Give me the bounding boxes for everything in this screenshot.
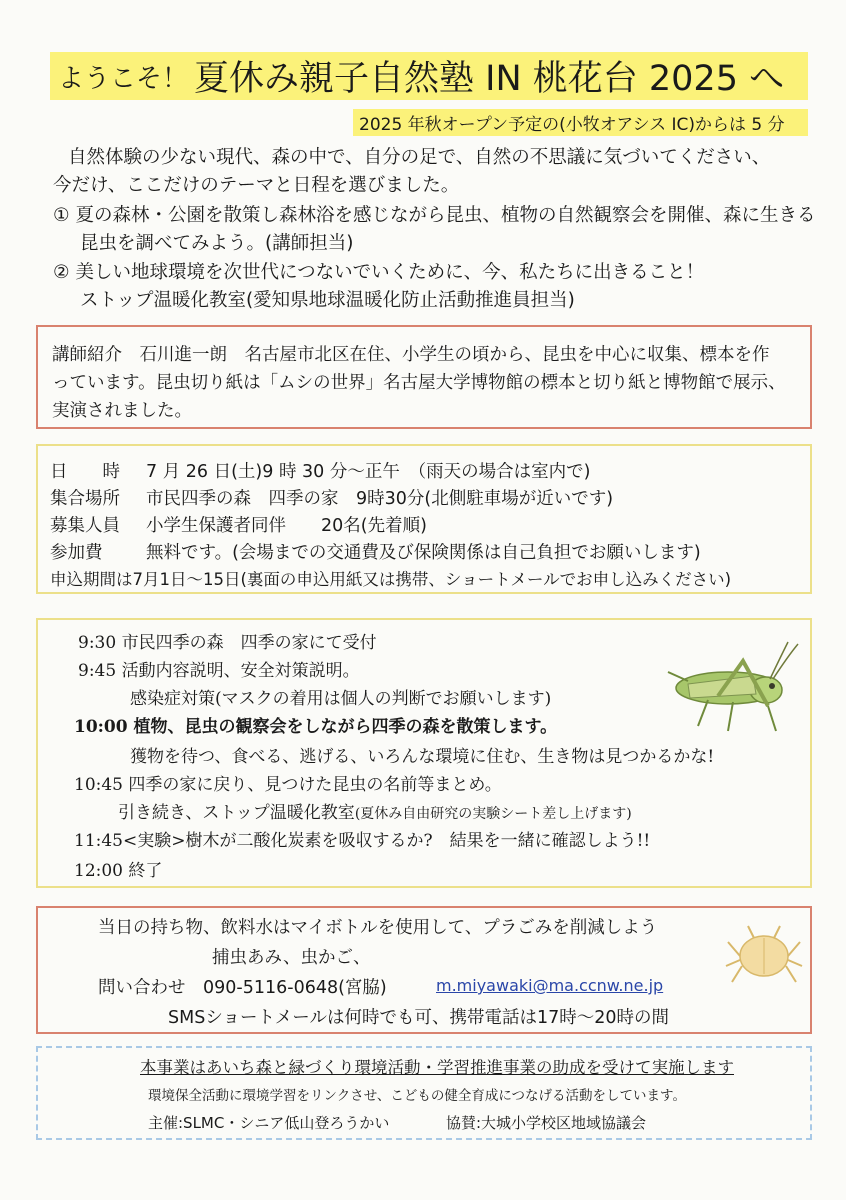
subtitle: 2025 年秋オープン予定の(小牧オアシス IC)からは 5 分 (353, 109, 808, 136)
place-value: 市民四季の森 四季の家 9時30分(北側駐車場が近いです) (146, 489, 614, 509)
title-main: 夏休み親子自然塾 IN 桃花台 2025 へ (194, 59, 785, 99)
date-value: 7 月 26 日(土)9 時 30 分～正午 （雨天の場合は室内で) (146, 462, 591, 482)
lecturer-line-1: 講師紹介 石川進一朗 名古屋市北区在住、小学生の頃から、昆虫を中心に収集、標本を作 (52, 345, 770, 365)
contact-phone: 問い合わせ 090-5116-0648(宮脇) (98, 978, 387, 998)
grasshopper-icon (648, 636, 808, 736)
schedule-1045: 10:45 四季の家に戻り、見つけた昆虫の名前等まとめ。 (74, 775, 502, 795)
grant-notice: 本事業はあいち森と緑づくり環境活動・学習推進事業の助成を受けて実施します (140, 1058, 734, 1077)
schedule-1200: 12:00 終了 (74, 861, 163, 881)
recruit-value: 小学生保護者同伴 20名(先着順) (146, 516, 427, 536)
title-welcome: ようこそ！ (58, 63, 189, 94)
intro-item-1: ① 夏の森林・公園を散策し森林浴を感じながら昆虫、植物の自然観察会を開催、森に生きる (53, 205, 816, 226)
application-period: 申込期間は7月1日～15日(裏面の申込用紙又は携帯、ショートメールでお申し込みください) (50, 570, 732, 589)
activity-note: 環境保全活動に環境学習をリンクさせ、こどもの健全育成につなげる活動をしています。 (148, 1088, 686, 1104)
fee-label: 参加費 (50, 543, 103, 563)
lecturer-line-3: 実演されました。 (52, 401, 192, 421)
fee-value: 無料です。(会場までの交通費及び保険関係は自己負担でお願いします) (146, 543, 701, 563)
stop-warming-class: 引き続き、ストップ温暖化教室 (118, 803, 355, 823)
intro-item-1-cont: 昆虫を調べてみよう。(講師担当) (80, 233, 354, 254)
intro-item-2-cont: ストップ温暖化教室(愛知県地球温暖化防止活動推進員担当) (80, 290, 575, 311)
place-label: 集合場所 (50, 489, 120, 509)
sms-note: SMSショートメールは何時でも可、携帯電話は17時～20時の間 (168, 1008, 669, 1028)
lecturer-line-2: っています。昆虫切り紙は「ムシの世界」名古屋大学博物館の標本と切り紙と博物館で展示、 (52, 373, 786, 393)
date-label: 日 時 (50, 462, 120, 482)
intro-line-1: 自然体験の少ない現代、森の中で、自分の足で、自然の不思議に気づいてください、 (68, 147, 771, 168)
schedule-box (36, 618, 812, 888)
event-details-box (36, 444, 812, 594)
stop-warming-note: (夏休み自由研究の実験シート差し上げます) (354, 806, 632, 822)
intro-line-2: 今だけ、ここだけのテーマと日程を選びました。 (53, 175, 460, 196)
belongings-line-1: 当日の持ち物、飲料水はマイボトルを使用して、プラごみを削減しよう (98, 918, 658, 938)
page-title (50, 52, 808, 100)
schedule-1045-note (118, 798, 632, 823)
contact-email-link[interactable]: m.miyawaki@ma.ccnw.ne.jp (436, 976, 664, 995)
belongings-box (36, 906, 812, 1034)
belongings-line-2: 捕虫あみ、虫かご、 (212, 948, 371, 968)
intro-item-2: ② 美しい地球環境を次世代につないでいくために、今、私たちに出きること！ (53, 262, 705, 283)
schedule-0945-note: 感染症対策(マスクの着用は個人の判断でお願いします) (130, 689, 552, 709)
sponsor-footer (36, 1046, 812, 1140)
schedule-1145: 11:45<実験>樹木が二酸化炭素を吸収するか? 結果を一緒に確認しよう!! (74, 831, 651, 851)
recruit-label: 募集人員 (50, 516, 120, 536)
organizer: 主催:SLMC・シニア低山登ろうかい (148, 1114, 390, 1132)
lecturer-box (36, 325, 812, 429)
schedule-1000-note: 獲物を待つ、食べる、逃げる、いろんな環境に住む、生き物は見つかるかな! (130, 747, 715, 767)
schedule-1000: 10:00 植物、昆虫の観察会をしながら四季の森を散策します。 (74, 717, 558, 737)
bug-cutout-icon (724, 922, 804, 990)
schedule-0945: 9:45 活動内容説明、安全対策説明。 (78, 661, 360, 681)
cosponsor: 協賛:大城小学校区地域協議会 (446, 1114, 647, 1132)
schedule-0930: 9:30 市民四季の森 四季の家にて受付 (78, 633, 377, 653)
